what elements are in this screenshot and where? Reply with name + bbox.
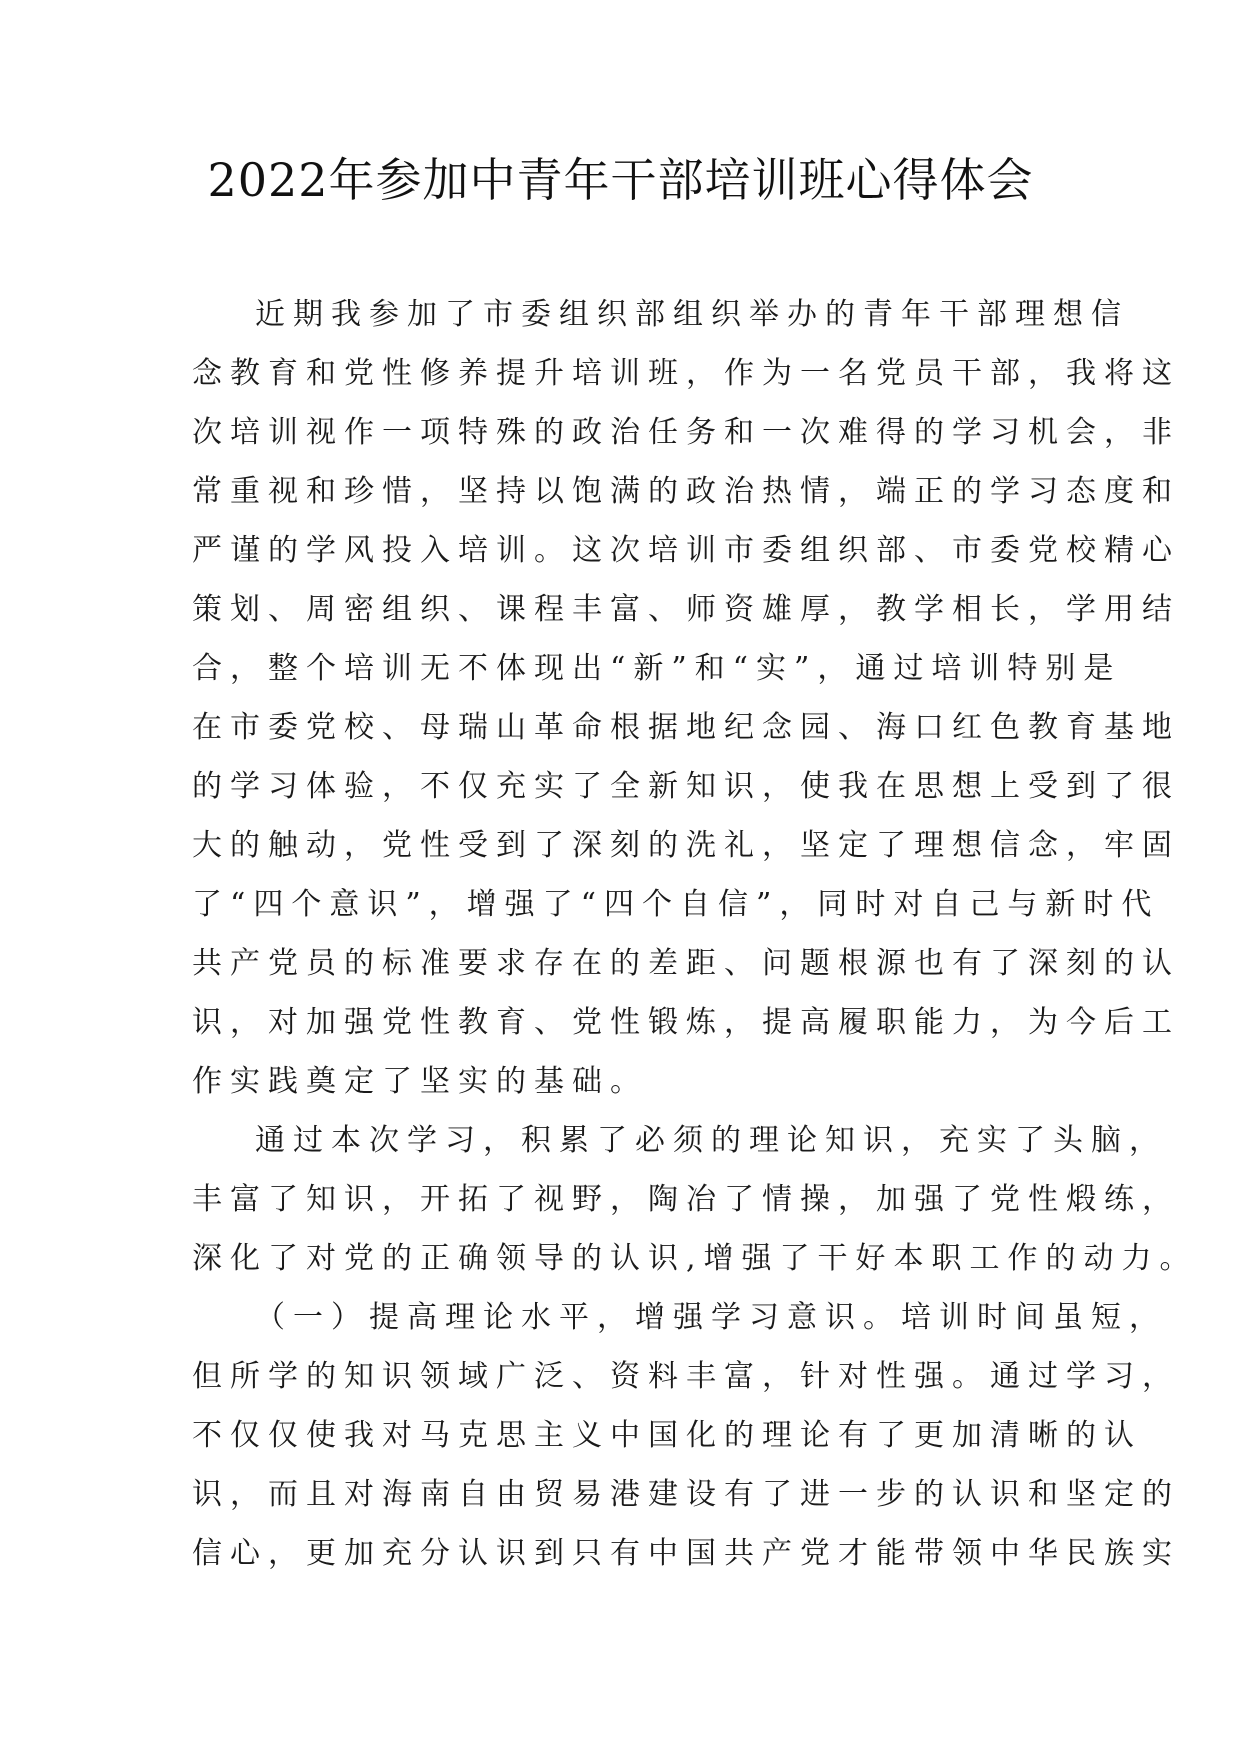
body-text-line: 深化了对党的正确领导的认识,增强了干好本职工作的动力。	[192, 1241, 1198, 1276]
body-text-line: 作实践奠定了坚实的基础。	[192, 1064, 648, 1099]
body-text-line: 但所学的知识领域广泛、资料丰富，针对性强。通过学习，	[192, 1359, 1180, 1394]
body-text-line: 不仅仅使我对马克思主义中国化的理论有了更加清晰的认	[192, 1418, 1142, 1453]
document-title: 2022年参加中青年干部培训班心得体会	[207, 153, 1034, 207]
body-text-line: 信心，更加充分认识到只有中国共产党才能带领中华民族实	[192, 1536, 1180, 1571]
body-text-line: 通过本次学习，积累了必须的理论知识，充实了头脑，	[255, 1123, 1167, 1158]
body-text-line: 共产党员的标准要求存在的差距、问题根源也有了深刻的认	[192, 946, 1180, 981]
body-text-line: 识，而且对海南自由贸易港建设有了进一步的认识和坚定的	[192, 1477, 1180, 1512]
body-text-line: 大的触动，党性受到了深刻的洗礼，坚定了理想信念，牢固	[192, 828, 1180, 863]
body-text-line: 严谨的学风投入培训。这次培训市委组织部、市委党校精心	[192, 533, 1180, 568]
body-text-line: 合，整个培训无不体现出“新”和“实”，通过培训特别是	[192, 651, 1122, 686]
document-body	[192, 285, 1198, 1583]
body-text-line: 丰富了知识，开拓了视野，陶冶了情操，加强了党性煅练，	[192, 1182, 1180, 1217]
body-text-line: 识，对加强党性教育、党性锻炼，提高履职能力，为今后工	[192, 1005, 1180, 1040]
body-text-line: 念教育和党性修养提升培训班，作为一名党员干部，我将这	[192, 356, 1180, 391]
body-text-line: 在市委党校、母瑞山革命根据地纪念园、海口红色教育基地	[192, 710, 1180, 745]
body-text-line: 的学习体验，不仅充实了全新知识，使我在思想上受到了很	[192, 769, 1180, 804]
body-text-line: （一）提高理论水平，增强学习意识。培训时间虽短，	[255, 1300, 1167, 1335]
body-text-line: 了“四个意识”，增强了“四个自信”，同时对自己与新时代	[192, 887, 1160, 922]
body-text-line: 次培训视作一项特殊的政治任务和一次难得的学习机会，非	[192, 415, 1180, 450]
body-text-line: 策划、周密组织、课程丰富、师资雄厚，教学相长，学用结	[192, 592, 1180, 627]
body-text-line: 常重视和珍惜，坚持以饱满的政治热情，端正的学习态度和	[192, 474, 1180, 509]
body-text-line: 近期我参加了市委组织部组织举办的青年干部理想信	[255, 297, 1129, 332]
